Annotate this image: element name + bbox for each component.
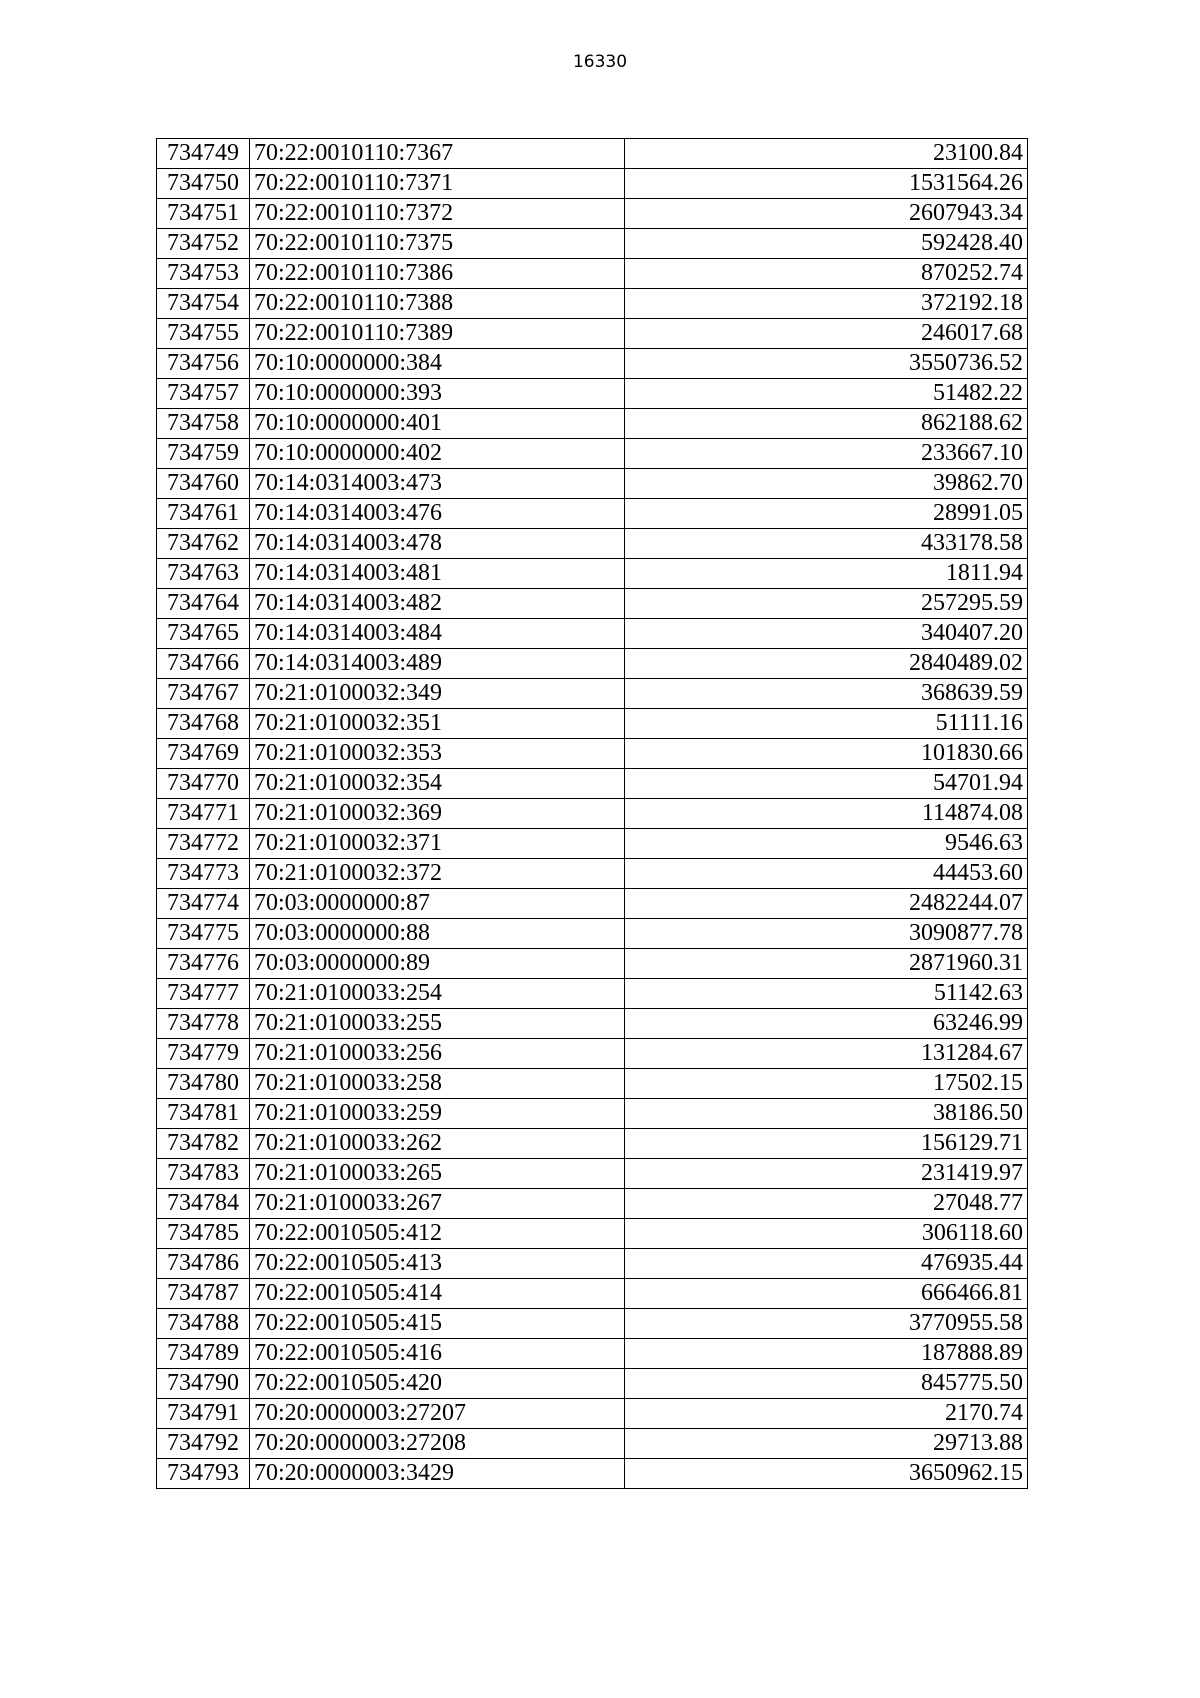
row-id-cell: 734787	[157, 1279, 250, 1309]
value-cell: 9546.63	[625, 829, 1028, 859]
cadastral-number-cell: 70:21:0100033:256	[250, 1039, 625, 1069]
row-id-cell: 734784	[157, 1189, 250, 1219]
row-id-cell: 734753	[157, 259, 250, 289]
cadastral-number-cell: 70:22:0010110:7388	[250, 289, 625, 319]
table-row	[157, 1189, 1028, 1219]
table-row	[157, 229, 1028, 259]
row-id-cell: 734791	[157, 1399, 250, 1429]
table-row	[157, 799, 1028, 829]
cadastral-number-cell: 70:21:0100032:351	[250, 709, 625, 739]
table-row	[157, 1369, 1028, 1399]
cadastral-number-cell: 70:10:0000000:402	[250, 439, 625, 469]
table-row	[157, 139, 1028, 169]
table-row	[157, 829, 1028, 859]
value-cell: 23100.84	[625, 139, 1028, 169]
value-cell: 131284.67	[625, 1039, 1028, 1069]
row-id-cell: 734752	[157, 229, 250, 259]
cadastral-number-cell: 70:21:0100033:254	[250, 979, 625, 1009]
row-id-cell: 734788	[157, 1309, 250, 1339]
row-id-cell: 734782	[157, 1129, 250, 1159]
cadastral-number-cell: 70:22:0010110:7372	[250, 199, 625, 229]
table-row	[157, 499, 1028, 529]
row-id-cell: 734761	[157, 499, 250, 529]
value-cell: 38186.50	[625, 1099, 1028, 1129]
cadastral-number-cell: 70:22:0010505:412	[250, 1219, 625, 1249]
cadastral-number-cell: 70:22:0010110:7371	[250, 169, 625, 199]
value-cell: 3550736.52	[625, 349, 1028, 379]
table-row	[157, 1099, 1028, 1129]
value-cell: 114874.08	[625, 799, 1028, 829]
value-cell: 51111.16	[625, 709, 1028, 739]
cadastral-number-cell: 70:22:0010110:7389	[250, 319, 625, 349]
value-cell: 592428.40	[625, 229, 1028, 259]
cadastral-number-cell: 70:10:0000000:384	[250, 349, 625, 379]
cadastral-number-cell: 70:03:0000000:88	[250, 919, 625, 949]
value-cell: 870252.74	[625, 259, 1028, 289]
row-id-cell: 734786	[157, 1249, 250, 1279]
row-id-cell: 734783	[157, 1159, 250, 1189]
table-row	[157, 739, 1028, 769]
cadastral-number-cell: 70:22:0010505:415	[250, 1309, 625, 1339]
row-id-cell: 734779	[157, 1039, 250, 1069]
cadastral-number-cell: 70:22:0010505:414	[250, 1279, 625, 1309]
row-id-cell: 734749	[157, 139, 250, 169]
row-id-cell: 734757	[157, 379, 250, 409]
table-row	[157, 1009, 1028, 1039]
cadastral-number-cell: 70:21:0100033:265	[250, 1159, 625, 1189]
row-id-cell: 734770	[157, 769, 250, 799]
row-id-cell: 734776	[157, 949, 250, 979]
row-id-cell: 734762	[157, 529, 250, 559]
table-row	[157, 1279, 1028, 1309]
value-cell: 2607943.34	[625, 199, 1028, 229]
table-body	[157, 139, 1028, 1489]
cadastral-number-cell: 70:21:0100032:354	[250, 769, 625, 799]
table-row	[157, 169, 1028, 199]
value-cell: 3090877.78	[625, 919, 1028, 949]
row-id-cell: 734769	[157, 739, 250, 769]
cadastral-number-cell: 70:10:0000000:401	[250, 409, 625, 439]
value-cell: 231419.97	[625, 1159, 1028, 1189]
value-cell: 3650962.15	[625, 1459, 1028, 1489]
cadastral-number-cell: 70:21:0100032:369	[250, 799, 625, 829]
cadastral-number-cell: 70:21:0100032:371	[250, 829, 625, 859]
cadastral-number-cell: 70:14:0314003:476	[250, 499, 625, 529]
cadastral-number-cell: 70:22:0010110:7386	[250, 259, 625, 289]
cadastral-number-cell: 70:21:0100033:267	[250, 1189, 625, 1219]
cadastral-number-cell: 70:03:0000000:87	[250, 889, 625, 919]
cadastral-number-cell: 70:14:0314003:484	[250, 619, 625, 649]
row-id-cell: 734765	[157, 619, 250, 649]
value-cell: 17502.15	[625, 1069, 1028, 1099]
cadastral-number-cell: 70:21:0100032:349	[250, 679, 625, 709]
table-row	[157, 199, 1028, 229]
cadastral-number-cell: 70:22:0010110:7367	[250, 139, 625, 169]
value-cell: 368639.59	[625, 679, 1028, 709]
row-id-cell: 734777	[157, 979, 250, 1009]
cadastral-number-cell: 70:22:0010505:416	[250, 1339, 625, 1369]
row-id-cell: 734785	[157, 1219, 250, 1249]
table-row	[157, 889, 1028, 919]
row-id-cell: 734767	[157, 679, 250, 709]
cadastral-number-cell: 70:21:0100032:372	[250, 859, 625, 889]
row-id-cell: 734756	[157, 349, 250, 379]
row-id-cell: 734781	[157, 1099, 250, 1129]
table-row	[157, 709, 1028, 739]
value-cell: 666466.81	[625, 1279, 1028, 1309]
table-row	[157, 859, 1028, 889]
value-cell: 1531564.26	[625, 169, 1028, 199]
value-cell: 29713.88	[625, 1429, 1028, 1459]
table-row	[157, 619, 1028, 649]
table-row	[157, 1069, 1028, 1099]
row-id-cell: 734789	[157, 1339, 250, 1369]
value-cell: 101830.66	[625, 739, 1028, 769]
row-id-cell: 734764	[157, 589, 250, 619]
row-id-cell: 734750	[157, 169, 250, 199]
table-row	[157, 529, 1028, 559]
row-id-cell: 734766	[157, 649, 250, 679]
table-row	[157, 949, 1028, 979]
cadastral-number-cell: 70:14:0314003:473	[250, 469, 625, 499]
cadastral-number-cell: 70:20:0000003:27208	[250, 1429, 625, 1459]
data-table	[156, 138, 1028, 1489]
cadastral-number-cell: 70:21:0100032:353	[250, 739, 625, 769]
cadastral-number-cell: 70:21:0100033:259	[250, 1099, 625, 1129]
table-row	[157, 919, 1028, 949]
table-row	[157, 379, 1028, 409]
value-cell: 2482244.07	[625, 889, 1028, 919]
cadastral-number-cell: 70:22:0010505:413	[250, 1249, 625, 1279]
row-id-cell: 734793	[157, 1459, 250, 1489]
value-cell: 476935.44	[625, 1249, 1028, 1279]
table-row	[157, 1429, 1028, 1459]
row-id-cell: 734763	[157, 559, 250, 589]
cadastral-number-cell: 70:14:0314003:481	[250, 559, 625, 589]
value-cell: 51482.22	[625, 379, 1028, 409]
cadastral-number-cell: 70:20:0000003:3429	[250, 1459, 625, 1489]
table-row	[157, 1399, 1028, 1429]
value-cell: 433178.58	[625, 529, 1028, 559]
value-cell: 54701.94	[625, 769, 1028, 799]
table-row	[157, 559, 1028, 589]
value-cell: 2840489.02	[625, 649, 1028, 679]
row-id-cell: 734755	[157, 319, 250, 349]
table-row	[157, 649, 1028, 679]
value-cell: 372192.18	[625, 289, 1028, 319]
table-row	[157, 1219, 1028, 1249]
cadastral-number-cell: 70:14:0314003:482	[250, 589, 625, 619]
value-cell: 3770955.58	[625, 1309, 1028, 1339]
row-id-cell: 734771	[157, 799, 250, 829]
table-row	[157, 469, 1028, 499]
row-id-cell: 734780	[157, 1069, 250, 1099]
row-id-cell: 734790	[157, 1369, 250, 1399]
cadastral-number-cell: 70:14:0314003:489	[250, 649, 625, 679]
cadastral-number-cell: 70:14:0314003:478	[250, 529, 625, 559]
row-id-cell: 734754	[157, 289, 250, 319]
value-cell: 44453.60	[625, 859, 1028, 889]
cadastral-number-cell: 70:22:0010110:7375	[250, 229, 625, 259]
table-row	[157, 679, 1028, 709]
value-cell: 187888.89	[625, 1339, 1028, 1369]
table-row	[157, 1039, 1028, 1069]
table-row	[157, 409, 1028, 439]
row-id-cell: 734772	[157, 829, 250, 859]
row-id-cell: 734751	[157, 199, 250, 229]
table-row	[157, 1249, 1028, 1279]
value-cell: 2170.74	[625, 1399, 1028, 1429]
row-id-cell: 734792	[157, 1429, 250, 1459]
row-id-cell: 734774	[157, 889, 250, 919]
row-id-cell: 734758	[157, 409, 250, 439]
value-cell: 257295.59	[625, 589, 1028, 619]
table-row	[157, 1459, 1028, 1489]
table-row	[157, 769, 1028, 799]
value-cell: 845775.50	[625, 1369, 1028, 1399]
table-row	[157, 589, 1028, 619]
table-row	[157, 1159, 1028, 1189]
value-cell: 1811.94	[625, 559, 1028, 589]
table-row	[157, 1339, 1028, 1369]
value-cell: 340407.20	[625, 619, 1028, 649]
value-cell: 246017.68	[625, 319, 1028, 349]
cadastral-number-cell: 70:21:0100033:255	[250, 1009, 625, 1039]
value-cell: 156129.71	[625, 1129, 1028, 1159]
value-cell: 306118.60	[625, 1219, 1028, 1249]
page-number: 16330	[572, 52, 628, 72]
row-id-cell: 734778	[157, 1009, 250, 1039]
row-id-cell: 734759	[157, 439, 250, 469]
cadastral-number-cell: 70:03:0000000:89	[250, 949, 625, 979]
table-row	[157, 259, 1028, 289]
value-cell: 63246.99	[625, 1009, 1028, 1039]
table-row	[157, 1129, 1028, 1159]
value-cell: 39862.70	[625, 469, 1028, 499]
value-cell: 27048.77	[625, 1189, 1028, 1219]
value-cell: 2871960.31	[625, 949, 1028, 979]
table-row	[157, 319, 1028, 349]
value-cell: 28991.05	[625, 499, 1028, 529]
row-id-cell: 734773	[157, 859, 250, 889]
value-cell: 862188.62	[625, 409, 1028, 439]
cadastral-number-cell: 70:21:0100033:262	[250, 1129, 625, 1159]
table-row	[157, 979, 1028, 1009]
cadastral-number-cell: 70:20:0000003:27207	[250, 1399, 625, 1429]
row-id-cell: 734768	[157, 709, 250, 739]
value-cell: 51142.63	[625, 979, 1028, 1009]
row-id-cell: 734775	[157, 919, 250, 949]
cadastral-number-cell: 70:21:0100033:258	[250, 1069, 625, 1099]
value-cell: 233667.10	[625, 439, 1028, 469]
table-row	[157, 439, 1028, 469]
row-id-cell: 734760	[157, 469, 250, 499]
cadastral-number-cell: 70:22:0010505:420	[250, 1369, 625, 1399]
table-row	[157, 349, 1028, 379]
cadastral-number-cell: 70:10:0000000:393	[250, 379, 625, 409]
table-row	[157, 1309, 1028, 1339]
table-row	[157, 289, 1028, 319]
